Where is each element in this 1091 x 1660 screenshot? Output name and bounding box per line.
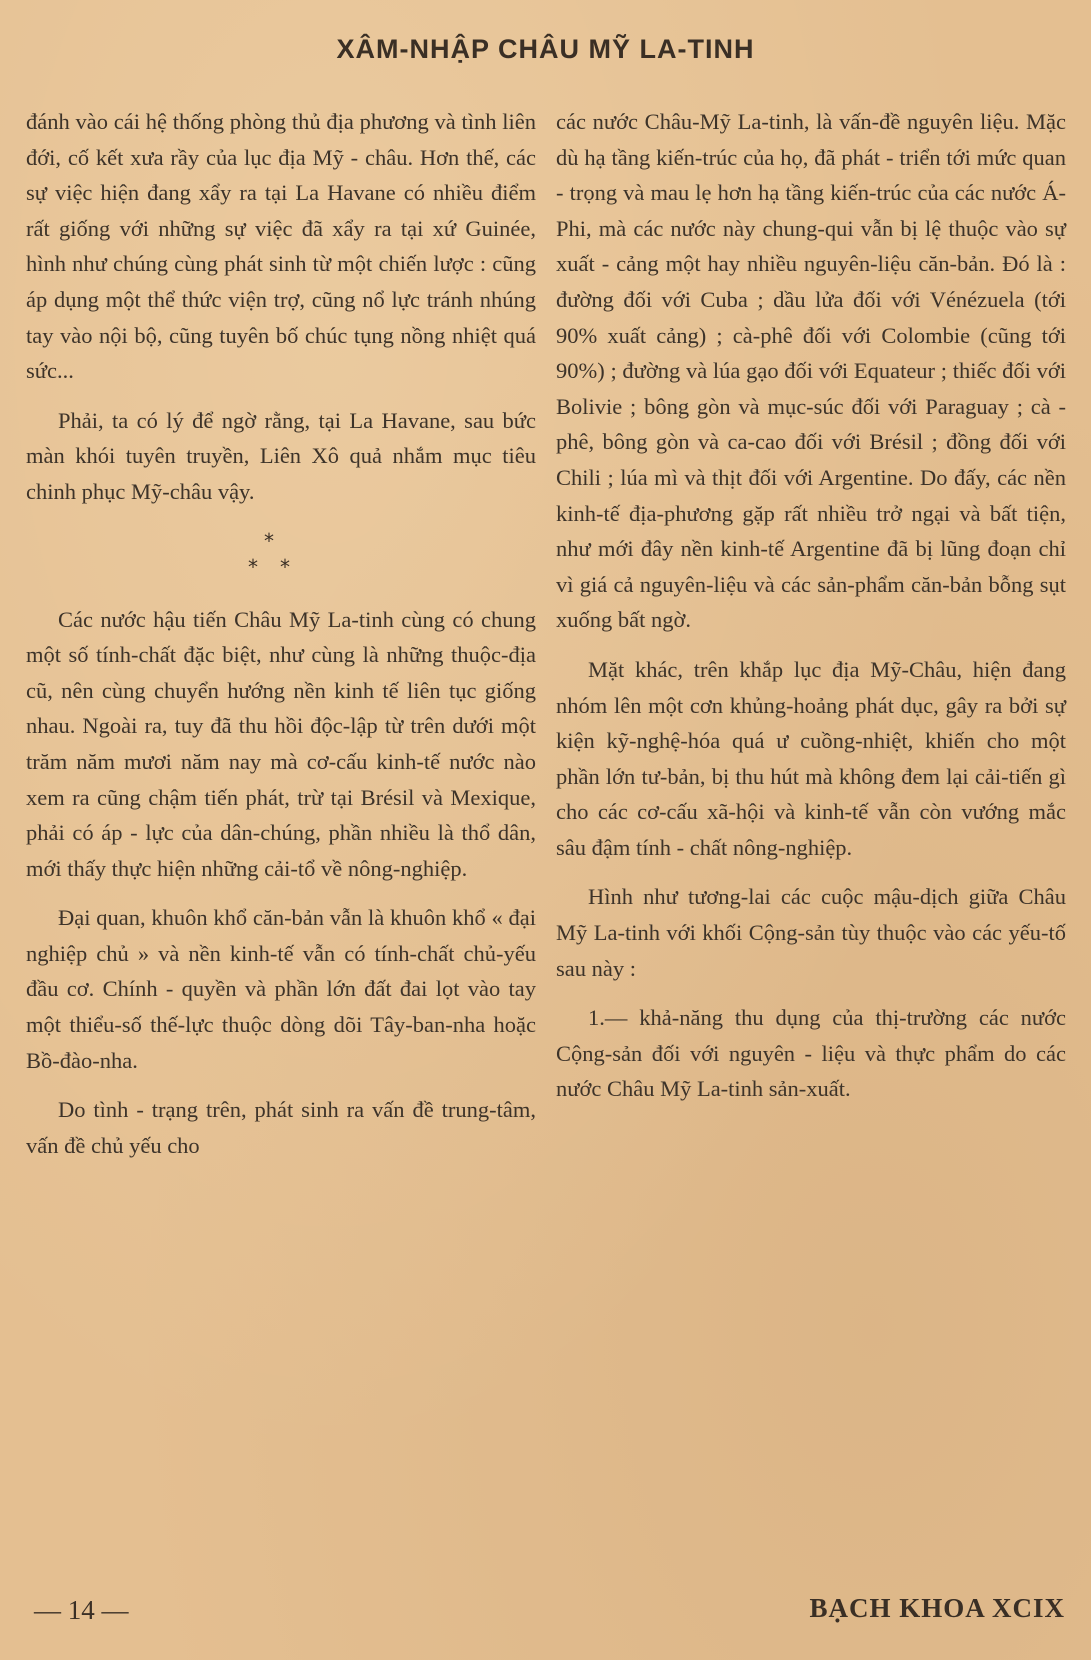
left-column	[26, 104, 536, 1163]
page-number: — 14 —	[34, 1595, 129, 1625]
left-paragraph-1: đánh vào cái hệ thống phòng thủ địa phương và tình liên đới, cố kết xưa rầy của lục địa Mỹ - châu. Hơn thế, các sự việc hiện đang xẩy ra tại La Havane có nhiều điểm rất giống với những sự việc đã xẩy ra tại xứ Guinée, hình như chúng cùng phát sinh từ một chiến lược : cũng áp dụng một thể thức viện trợ, cũng nổ lực tránh nhúng tay vào nội bộ, cũng tuyên bố chúc tụng nồng nhiệt quá sức...	[26, 109, 536, 384]
asterism-star-right: *	[280, 554, 290, 579]
right-paragraph-3: Hình như tương-lai các cuộc mậu-dịch giữa Châu Mỹ La-tinh với khối Cộng-sản tùy thuộc vào các yếu-tố sau này :	[556, 884, 1066, 981]
left-paragraph-3: Các nước hậu tiến Châu Mỹ La-tinh cùng có chung một số tính-chất đặc biệt, như cùng là những thuộc-địa cũ, nên cùng chuyển hướng nền kinh tế liên tục giống nhau. Ngoài ra, tuy đã thu hồi độc-lập từ trên dưới một trăm năm mươi năm nay mà cơ-cấu kinh-tế nước nào xem ra cũng chậm tiến phát, trừ tại Brésil và Mexique, phải có áp - lực của dân-chúng, phần nhiều là thổ dân, mới thấy thực hiện những cải-tổ về nông-nghiệp.	[26, 606, 536, 881]
right-paragraph-4: 1.— khả-năng thu dụng của thị-trường các nước Cộng-sản đối với nguyên - liệu và thực phẩm do các nước Châu Mỹ La-tinh sản-xuất.	[556, 1005, 1066, 1102]
running-title: XÂM-NHẬP CHÂU MỸ LA-TINH	[336, 34, 755, 64]
section-asterism	[26, 516, 536, 602]
asterism-star-top: *	[264, 528, 274, 553]
left-paragraph-2: Phải, ta có lý để ngờ rằng, tại La Havane, sau bức màn khói tuyên truyền, Liên Xô quả nhắm mục tiêu chinh phục Mỹ-châu vậy.	[26, 407, 536, 504]
left-paragraph-4: Đại quan, khuôn khổ căn-bản vẫn là khuôn khổ « đại nghiệp chủ » và nền kinh-tế vẫn có tính-chất chủ-yếu đầu cơ. Chính - quyền và phần lớn đất đai lọt vào tay một thiểu-số thế-lực thuộc dòng dõi Tây-ban-nha hoặc Bồ-đào-nha.	[26, 905, 536, 1073]
left-paragraph-5: Do tình - trạng trên, phát sinh ra vấn đề trung-tâm, vấn đề chủ yếu cho	[26, 1097, 536, 1158]
publication-name: BẠCH KHOA XCIX	[809, 1593, 1065, 1623]
right-paragraph-1: các nước Châu-Mỹ La-tinh, là vấn-đề nguyên liệu. Mặc dù hạ tầng kiến-trúc của họ, đã phát - triển tới mức quan - trọng và mau lẹ hơn hạ tầng kiến-trúc của các nước Á-Phi, mà các nước này chung-qui vẫn bị lệ thuộc vào sự xuất - cảng một hay nhiều nguyên-liệu căn-bản. Đó là : đường đối với Cuba ; dầu lửa đối với Vénézuela (tới 90% xuất cảng) ; cà-phê đối với Colombie (cũng tới 90%) ; đường và lúa gạo đối với Equateur ; thiếc đối với Bolivie ; bông gòn và mục-súc đối với Paraguay ; cà - phê, bông gòn và ca-cao đối với Brésil ; đồng đối với Chili ; lúa mì và thịt đối với Argentine. Do đấy, các nền kinh-tế địa-phương gặp rất nhiều trở ngại và bất tiện, như mới đây nền kinh-tế Argentine đã bị lũng đoạn chỉ vì giá cả nguyên-liệu và các sản-phẩm căn-bản bỗng sụt xuống bất ngờ.	[556, 109, 1066, 633]
asterism-star-left: *	[248, 554, 258, 579]
right-paragraph-2: Mặt khác, trên khắp lục địa Mỹ-Châu, hiện đang nhóm lên một cơn khủng-hoảng phát dục, gây ra bởi sự kiện kỹ-nghệ-hóa quá ư cuồng-nhiệt, khiến cho một phần lớn tư-bản, bị thu hút mà không đem lại cải-tiến gì cho các cơ-cấu xã-hội và kinh-tế vẫn còn vướng mắc sâu đậm tính - chất nông-nghiệp.	[556, 656, 1066, 860]
right-column	[556, 104, 1066, 1107]
